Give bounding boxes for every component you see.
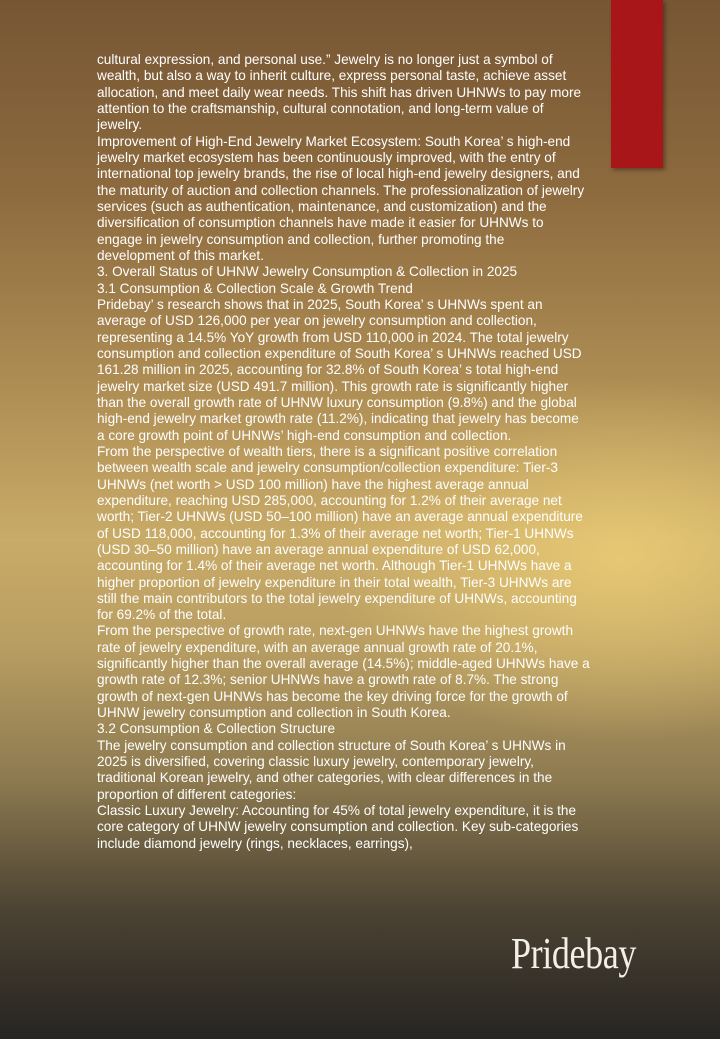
text-line: accounting for 1.4% of their average net worth. Although Tier-1 UHNWs have a [97, 558, 572, 574]
text-line: proportion of different categories: [97, 786, 297, 802]
text-line: between wealth scale and jewelry consumption/collection expenditure: Tier-3 [97, 460, 558, 476]
text-line: attention to the craftsmanship, cultural connotation, and long-term value of [97, 100, 544, 116]
text-line: representing a 14.5% YoY growth from USD 110,000 in 2024. The total jewelry [97, 329, 569, 345]
text-line: for 69.2% of the total. [97, 607, 227, 623]
text-line: 3.2 Consumption & Collection Structure [97, 721, 336, 737]
text-line: cultural expression, and personal use.” Jewelry is no longer just a symbol of [97, 52, 553, 67]
text-line: worth; Tier-2 UHNWs (USD 50–100 million) have an average annual expenditure [97, 509, 583, 525]
text-line: growth of next-gen UHNWs has become the key driving force for the growth of [97, 688, 568, 704]
pridebay-logo: Pridebay [511, 929, 636, 978]
text-line: than the overall growth rate of UHNW luxury consumption (9.8%) and the global [97, 394, 577, 410]
text-line: average of USD 126,000 per year on jewelry consumption and collection, [97, 313, 537, 329]
text-line: 3.1 Consumption & Collection Scale & Growth Trend [97, 280, 413, 296]
text-line: jewelry market ecosystem has been continuously improved, with the entry of [97, 149, 556, 165]
text-line: Improvement of High-End Jewelry Market Ecosystem: South Korea’ s high-end [97, 133, 571, 149]
text-line: Classic Luxury Jewelry: Accounting for 45% of total jewelry expenditure, it is the [97, 803, 577, 819]
document-body [97, 52, 637, 852]
text-line: traditional Korean jewelry, and other categories, with clear differences in the [97, 770, 553, 786]
text-line: rate of jewelry expenditure, with an average annual growth rate of 20.1%, [97, 639, 538, 655]
text-line: include diamond jewelry (rings, necklaces, earrings), [97, 835, 413, 851]
text-line: the maturity of auction and collection channels. The professionalization of jewelry [97, 182, 585, 198]
text-line: engage in jewelry consumption and collection, further promoting the [97, 231, 505, 247]
text-line: diversification of consumption channels have made it easier for UHNWs to [97, 215, 544, 231]
text-line: (USD 30–50 million) have an average annual expenditure of USD 62,000, [97, 541, 540, 557]
text-line: core category of UHNW jewelry consumption and collection. Key sub-categories [97, 819, 579, 835]
text-line: 3. Overall Status of UHNW Jewelry Consumption & Collection in 2025 [97, 264, 518, 280]
text-line: development of this market. [97, 247, 264, 263]
text-line: significantly higher than the overall average (14.5%); middle-aged UHNWs have a [97, 656, 590, 672]
text-line: high-end jewelry market growth rate (11.2%), indicating that jewelry has become [97, 411, 579, 427]
text-line: services (such as authentication, maintenance, and customization) and the [97, 198, 547, 214]
text-line: a core growth point of UHNWs’ high-end consumption and collection. [97, 427, 512, 443]
text-line: Pridebay’ s research shows that in 2025, South Korea’ s UHNWs spent an [97, 296, 543, 312]
text-line: UHNW jewelry consumption and collection in South Korea. [97, 705, 451, 721]
text-line: consumption and collection expenditure of South Korea’ s UHNWs reached USD [97, 345, 582, 361]
text-line: international top jewelry brands, the rise of local high-end jewelry designers, and [97, 166, 580, 182]
text-line: The jewelry consumption and collection structure of South Korea’ s UHNWs in [97, 737, 566, 753]
text-line: 2025 is diversified, covering classic luxury jewelry, contemporary jewelry, [97, 754, 534, 770]
text-line: wealth, but also a way to inherit culture, express personal taste, achieve asset [97, 68, 567, 84]
text-line: still the main contributors to the total jewelry expenditure of UHNWs, accounting [97, 590, 577, 606]
text-line: UHNWs (net worth > USD 100 million) have the highest average annual [97, 476, 529, 492]
text-line: jewelry. [97, 117, 143, 133]
text-line: From the perspective of growth rate, next-gen UHNWs have the highest growth [97, 623, 574, 639]
text-line: of USD 118,000, accounting for 1.3% of their average net worth; Tier-1 UHNWs [97, 525, 574, 541]
text-line: allocation, and meet daily wear needs. This shift has driven UHNWs to pay more [97, 84, 582, 100]
text-line: 161.28 million in 2025, accounting for 32.8% of South Korea’ s total high-end [97, 362, 559, 378]
text-line: higher proportion of jewelry expenditure in their total wealth, Tier-3 UHNWs are [97, 574, 572, 590]
text-line: From the perspective of wealth tiers, there is a significant positive correlation [97, 443, 558, 459]
text-line: growth rate of 12.3%; senior UHNWs have a growth rate of 8.7%. The strong [97, 672, 559, 688]
text-line: jewelry market size (USD 491.7 million). This growth rate is significantly higher [97, 378, 569, 394]
text-line: expenditure, reaching USD 285,000, accounting for 1.2% of their average net [97, 492, 562, 508]
